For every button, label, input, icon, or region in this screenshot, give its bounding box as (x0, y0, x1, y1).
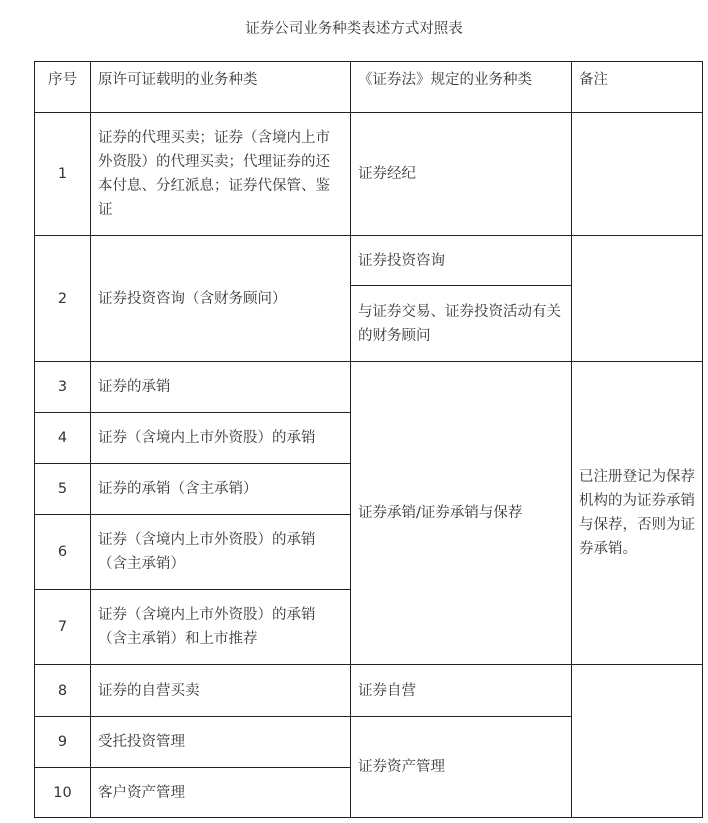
remark-cell (572, 113, 703, 236)
row-number: 10 (35, 768, 91, 818)
license-cell: 受托投资管理 (91, 717, 351, 768)
row-number: 3 (35, 362, 91, 413)
law-type-cell: 与证券交易、证券投资活动有关的财务顾问 (351, 286, 572, 362)
remark-cell (572, 665, 703, 818)
license-cell: 证券（含境内上市外资股）的承销（含主承销） (91, 515, 351, 590)
table-header-row (35, 62, 703, 113)
law-type-cell: 证券承销/证券承销与保荐 (351, 362, 572, 665)
table-row (35, 113, 703, 236)
law-type-cell: 证券自营 (351, 665, 572, 717)
table-row (35, 665, 703, 717)
law-type-cell: 证券投资咨询 (351, 236, 572, 286)
license-cell: 证券的代理买卖；证券（含境内上市外资股）的代理买卖；代理证券的还本付息、分红派息；证券代保管、鉴证 (91, 113, 351, 236)
table-row (35, 236, 703, 286)
row-number: 8 (35, 665, 91, 717)
license-cell: 证券的承销（含主承销） (91, 464, 351, 515)
row-number: 2 (35, 236, 91, 362)
license-cell: 证券的承销 (91, 362, 351, 413)
row-number: 9 (35, 717, 91, 768)
row-number: 1 (35, 113, 91, 236)
header-law-type: 《证券法》规定的业务种类 (351, 62, 572, 113)
remark-cell: 已注册登记为保荐机构的为证券承销与保荐，否则为证券承销。 (572, 362, 703, 665)
page-title: 证券公司业务种类表述方式对照表 (245, 21, 463, 37)
table-row (35, 362, 703, 413)
license-cell: 证券（含境内上市外资股）的承销（含主承销）和上市推荐 (91, 590, 351, 665)
row-number: 7 (35, 590, 91, 665)
row-number: 5 (35, 464, 91, 515)
license-cell: 证券的自营买卖 (91, 665, 351, 717)
row-number: 6 (35, 515, 91, 590)
license-cell: 客户资产管理 (91, 768, 351, 818)
header-remarks: 备注 (572, 62, 703, 113)
comparison-table (34, 61, 703, 818)
law-type-cell: 证券资产管理 (351, 717, 572, 818)
row-number: 4 (35, 413, 91, 464)
header-number: 序号 (35, 62, 91, 113)
law-type-cell: 证券经纪 (351, 113, 572, 236)
license-cell: 证券（含境内上市外资股）的承销 (91, 413, 351, 464)
license-cell: 证券投资咨询（含财务顾问） (91, 236, 351, 362)
header-license-type: 原许可证载明的业务种类 (91, 62, 351, 113)
remark-cell (572, 236, 703, 362)
